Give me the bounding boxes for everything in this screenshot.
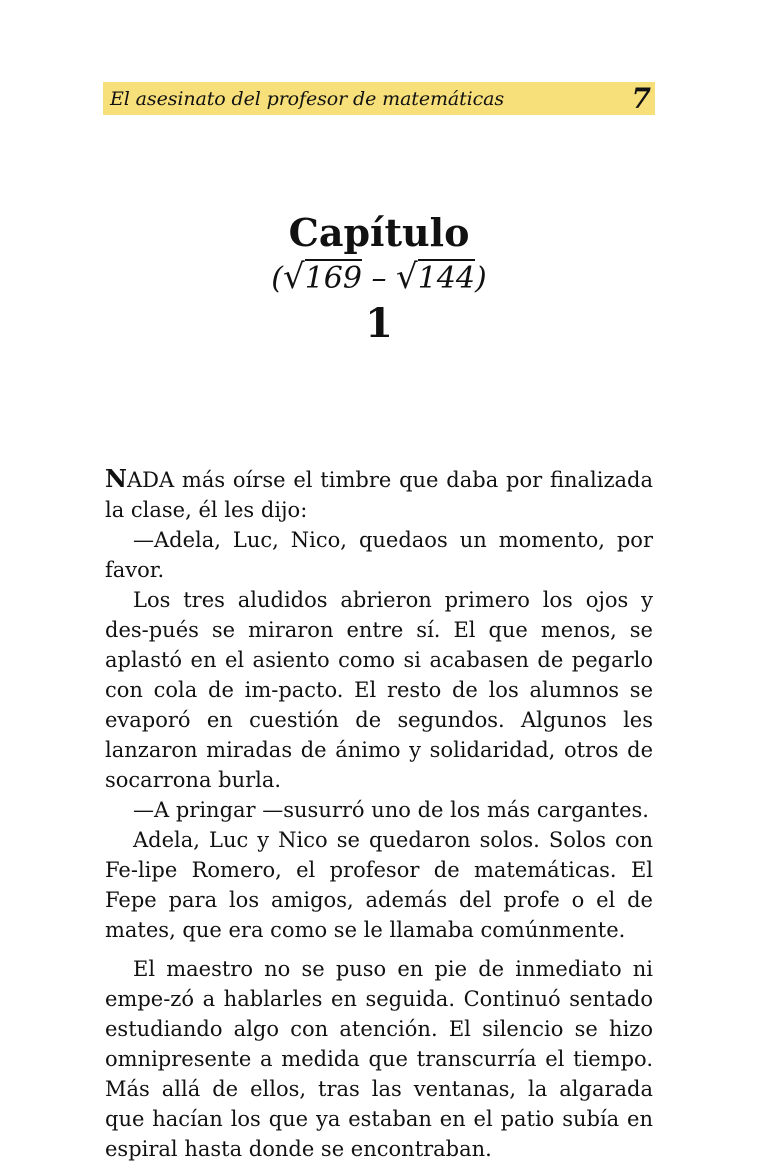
- chapter-body: [105, 464, 653, 1164]
- chapter-label: Capítulo: [288, 210, 470, 255]
- formula-open-paren: (: [271, 261, 284, 296]
- formula-minus: –: [371, 261, 387, 296]
- paragraph-4: —A pringar —susurró uno de los más cargantes.: [133, 798, 649, 822]
- paragraph-2: —Adela, Luc, Nico, quedaos un momento, por favor.: [105, 528, 653, 582]
- radicand-2: 144: [417, 261, 475, 296]
- chapter-number: 1: [365, 300, 393, 347]
- running-header-title: El asesinato del profesor de matemáticas: [110, 88, 505, 110]
- paragraph-5: Adela, Luc y Nico se quedaron solos. Solos con Fe-lipe Romero, el profesor de matemáticas. El Fepe para los amigos, además del profe o el de mates, que era como se le llamaba comúnmente.: [105, 828, 653, 942]
- paragraph-1-text: ADA más oírse el timbre que daba por finalizada la clase, él les dijo:: [105, 468, 653, 522]
- drop-cap: N: [105, 464, 127, 493]
- page-number: 7: [631, 82, 651, 115]
- paragraph-3: Los tres aludidos abrieron primero los ojos y des-pués se miraron entre sí. El que menos, se aplastó en el asiento como si acabasen de pegarlo con cola de im-pacto. El resto de los alumnos se evaporó en cuestión de segundos. Algunos les lanzaron miradas de ánimo y solidaridad, otros de socarrona burla.: [105, 588, 653, 792]
- radicand-1: 169: [304, 261, 362, 296]
- paragraph-6: El maestro no se puso en pie de inmediato ni empe-zó a hablarles en seguida. Continuó sentado estudiando algo con atención. El silencio se hizo omnipresente a medida que transcurría el tiempo. Más allá de ellos, tras las ventanas, la algarada que hacían los que ya estaban en el patio subía en espiral hasta donde se encontraban.: [105, 957, 653, 1161]
- chapter-formula: [0, 255, 758, 301]
- formula-close-paren: ): [474, 261, 487, 296]
- sqrt-symbol-2: √: [396, 257, 418, 297]
- sqrt-symbol: √: [283, 257, 305, 297]
- paragraph-1: [105, 464, 653, 525]
